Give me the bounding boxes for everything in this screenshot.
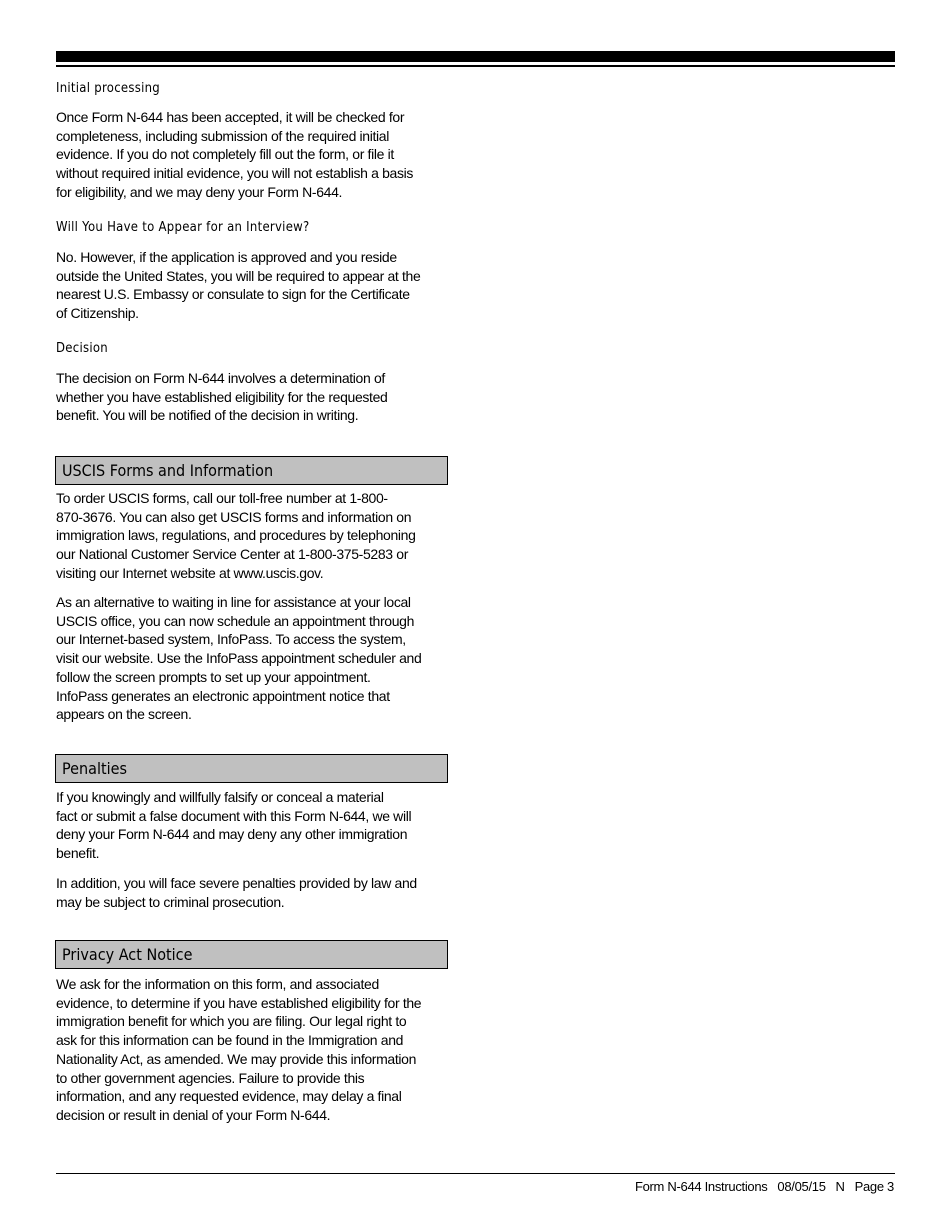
section-header-penalties [55, 754, 448, 783]
text-line: without required initial evidence, you will not establish a basis [56, 165, 414, 182]
paragraph-infopass [56, 593, 456, 724]
paragraph-interview [56, 248, 456, 323]
paragraph-privacy [56, 975, 456, 1125]
text-line: As an alternative to waiting in line for assistance at your local [56, 594, 411, 610]
text-line: ask for this information can be found in the Immigration and [56, 1032, 404, 1049]
text-line: The decision on Form N-644 involves a determination of [56, 370, 385, 386]
text-line: benefit. You will be notified of the decision in writing. [56, 407, 359, 424]
text-line: immigration laws, regulations, and procedures by telephoning [56, 527, 416, 544]
text-line: fact or submit a false document with this Form N-644, we will [56, 807, 412, 824]
text-line: 870-3676. You can also get USCIS forms and information on [56, 508, 412, 525]
text-line: To order USCIS forms, call our toll-free number at 1-800- [56, 490, 388, 506]
footer-text: Form N-644 Instructions 08/05/15 N Page 3 [634, 1179, 894, 1194]
header-bar [56, 51, 895, 62]
heading-decision: Decision [56, 341, 108, 356]
text-line: If you knowingly and willfully falsify or conceal a material [56, 789, 384, 805]
text-line: Once Form N-644 has been accepted, it will be checked for [56, 109, 405, 125]
text-line: our National Customer Service Center at 1-800-375-5283 or [56, 546, 409, 563]
section-title: Penalties [62, 759, 127, 778]
paragraph-penalties [56, 788, 456, 863]
text-line: of Citizenship. [56, 305, 139, 322]
text-line: for eligibility, and we may deny your Form N-644. [56, 183, 343, 200]
heading-initial-processing: Initial processing [56, 81, 161, 96]
paragraph-initial-processing [56, 108, 456, 202]
footer-rule [56, 1173, 895, 1174]
text-line: deny your Form N-644 and may deny any other immigration [56, 826, 408, 843]
text-line: appears on the screen. [56, 706, 192, 723]
text-line: decision or result in denial of your Form N-644. [56, 1106, 331, 1123]
text-line: information, and any requested evidence, may delay a final [56, 1088, 402, 1105]
heading-interview: Will You Have to Appear for an Interview? [56, 220, 310, 235]
text-line: benefit. [56, 845, 100, 862]
text-line: We ask for the information on this form, and associated [56, 976, 379, 992]
text-line: evidence, to determine if you have established eligibility for the [56, 994, 422, 1011]
text-line: whether you have established eligibility for the requested [56, 388, 388, 405]
text-line: Nationality Act, as amended. We may provide this information [56, 1050, 417, 1067]
paragraph-uscis-forms [56, 489, 456, 583]
section-header-uscis-forms [55, 456, 448, 485]
text-line: may be subject to criminal prosecution. [56, 893, 285, 910]
text-line: immigration benefit for which you are filing. Our legal right to [56, 1013, 407, 1030]
text-line: outside the United States, you will be required to appear at the [56, 267, 421, 284]
text-line: visiting our Internet website at www.uscis.gov. [56, 564, 324, 581]
text-line: completeness, including submission of the required initial [56, 127, 390, 144]
text-line: follow the screen prompts to set up your appointment. [56, 668, 371, 685]
text-line: visit our website. Use the InfoPass appointment scheduler and [56, 650, 422, 667]
text-line: InfoPass generates an electronic appointment notice that [56, 687, 390, 704]
section-title: USCIS Forms and Information [62, 461, 274, 480]
section-title: Privacy Act Notice [62, 945, 193, 964]
paragraph-penalties-2 [56, 874, 456, 911]
text-line: our Internet-based system, InfoPass. To access the system, [56, 631, 406, 648]
header-rule [56, 65, 895, 67]
paragraph-decision [56, 369, 456, 425]
text-line: to other government agencies. Failure to provide this [56, 1069, 365, 1086]
text-line: USCIS office, you can now schedule an appointment through [56, 612, 415, 629]
text-line: evidence. If you do not completely fill out the form, or file it [56, 146, 394, 163]
section-header-privacy [55, 940, 448, 969]
text-line: nearest U.S. Embassy or consulate to sign for the Certificate [56, 286, 410, 303]
text-line: No. However, if the application is approved and you reside [56, 249, 397, 265]
text-line: In addition, you will face severe penalties provided by law and [56, 875, 417, 891]
